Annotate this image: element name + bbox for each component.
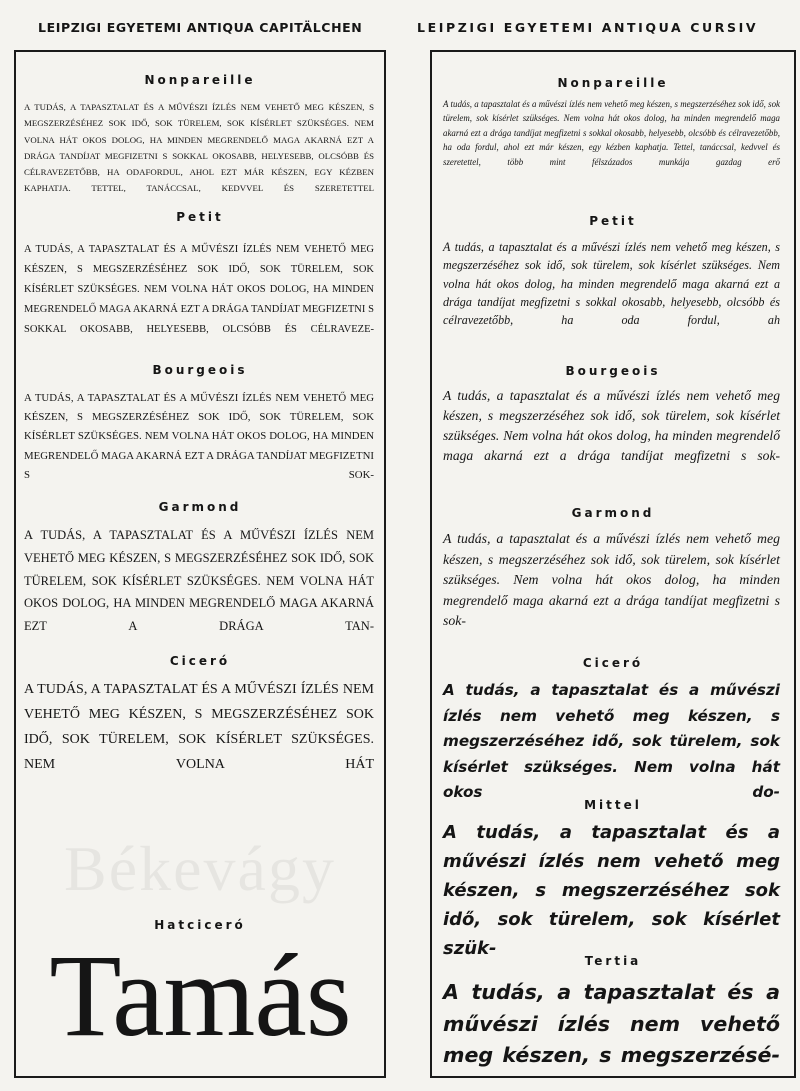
sample-text-tertia: A tudás, a tapasztalat és a művészi ízlés nem vehető meg készen, s megszerzésé-: [443, 980, 780, 1067]
size-label-hatcicero: Hatciceró: [154, 918, 246, 932]
size-label-bourgeois: Bourgeois: [152, 363, 248, 377]
cursiv-specimen-panel: [430, 50, 796, 1078]
size-label-cicero: Ciceró: [169, 654, 231, 668]
sample-text-bourgeois: A TUDÁS, A TAPASZTALAT ÉS A MŰVÉSZI ÍZLÉS NEM VEHETŐ MEG KÉSZEN, S MEGSZERZÉSÉHEZ SOK IDŐ, SOK TÜRELEM, SOK KÍSÉRLET SZÜKSÉGES. NEM VOLNA HÁT OKOS DOLOG, HA MINDEN MEGRENDELŐ MAGA AKARNÁ EZT A DRÁGA TANDÍJAT MEGFIZETNI S SOK-: [24, 392, 374, 481]
show-through-watermark: Békevágy: [64, 833, 336, 904]
size-label-nonpareille: Nonpareille: [144, 73, 256, 87]
size-label-cicero: Ciceró: [582, 656, 644, 670]
size-label-garmond: Garmond: [158, 500, 242, 514]
sample-text-nonpareille: A TUDÁS, A TAPASZTALAT ÉS A MŰVÉSZI ÍZLÉS NEM VEHETŐ MEG KÉSZEN, S MEGSZERZÉSÉHEZ SOK IDŐ, SOK TÜRELEM, SOK KÍSÉRLET SZÜKSÉGES. NEM VOLNA HÁT OKOS DOLOG, HA MINDEN MEGRENDELŐ MAGA AKARNÁ EZT A DRÁGA TANDÍJAT MEGFIZETNI S SOKKAL OKOSABB, HELYESEBB, OLCSÓBB ÉS CÉLRAVEZETŐBB, HA ODAFORDUL, AHOL EZT MÁR KÉSZEN, EGY KÉZBEN KAPHATJA. TETTEL, TANÁCCSAL, KEDVVEL ÉS SZERETETTEL: [24, 102, 374, 194]
size-label-petit: Petit: [176, 210, 224, 224]
sample-text-bourgeois: A tudás, a tapasztalat és a művészi ízlés nem vehető meg készen, s megszerzéséhez sok idő, sok türelem, sok kísérlet szükséges. Nem volna hát okos dolog, ha minden megrendelő maga akarná ezt a drága tandíjat megfizetni s sok-: [443, 388, 780, 463]
sample-text-petit: A TUDÁS, A TAPASZTALAT ÉS A MŰVÉSZI ÍZLÉS NEM VEHETŐ MEG KÉSZEN, S MEGSZERZÉSÉHEZ SOK IDŐ, SOK TÜRELEM, SOK KÍSÉRLET SZÜKSÉGES. NEM VOLNA HÁT OKOS DOLOG, HA MINDEN MEGRENDELŐ MAGA AKARNÁ EZT A DRÁGA TANDÍJAT MEGFIZETNI S SOKKAL OKOSABB, HELYESEBB, OLCSÓBB ÉS CÉLRAVEZE-: [24, 244, 374, 335]
size-label-nonpareille: Nonpareille: [557, 76, 669, 90]
sample-text-cicero: A TUDÁS, A TAPASZTALAT ÉS A MŰVÉSZI ÍZLÉS NEM VEHETŐ MEG KÉSZEN, S MEGSZERZÉSÉHEZ SOK IDŐ, SOK TÜRELEM, SOK KÍSÉRLET SZÜKSÉGES. NEM VOLNA HÁT: [24, 682, 374, 772]
sample-text-cicero: A tudás, a tapasztalat és a művészi ízlés nem vehető meg készen, s megszerzéséhez idő, sok türelem, sok kísérlet szükséges. Nem volna hát okos do-: [443, 681, 780, 801]
size-label-petit: Petit: [589, 214, 637, 228]
right-column-heading: LEIPZIGI EGYETEMI ANTIQUA CURSIV: [417, 20, 759, 35]
left-column-heading: LEIPZIGI EGYETEMI ANTIQUA CAPITÄLCHEN: [38, 20, 363, 35]
sample-text-hatcicero: Tamás: [49, 930, 351, 1061]
size-label-tertia: Tertia: [584, 954, 642, 968]
sample-text-mittel: A tudás, a tapasztalat és a művészi ízlés nem vehető meg készen, s megszerzéséhez sok idő, sok türelem, sok kísérlet szük-: [443, 822, 780, 959]
sample-text-petit: A tudás, a tapasztalat és a művészi ízlés nem vehető meg készen, s megszerzéséhez sok idő, sok türelem, sok kísérlet szükséges. Nem volna hát okos dolog, ha minden megrendelő maga akarná ezt a drága tandíjat megfizetni s sokkal okosabb, helyesebb, olcsóbb és célravezetőbb, ha oda fordul, ah: [443, 240, 780, 328]
sample-text-garmond: A tudás, a tapasztalat és a művészi ízlés nem vehető meg készen, s megszerzéséhez sok idő, sok türelem, sok kísérlet szükséges. Nem volna hát okos dolog, ha minden megrendelő maga akarná ezt a drága tandíjat megfizetni s sok-: [443, 531, 780, 629]
size-label-bourgeois: Bourgeois: [565, 364, 661, 378]
capitalchen-specimen-panel: [14, 50, 386, 1078]
sample-text-nonpareille: A tudás, a tapasztalat és a művészi ízlés nem vehető meg készen, s megszerzéséhez sok idő, sok türelem, sok kísérlet szükséges. Nem volna hát okos dolog, ha minden megrendelő maga akarná ezt a drága tandíjat megfizetni s sokkal okosabb, helyesebb, olcsóbb és célravezetőbb, ha oda fordul, ahol ezt már készen, egy kézben kaphatja. Tettel, tanáccsal, kedvvel és szeretettel, több mint félszázados munkája gazdag erő: [443, 99, 780, 167]
sample-text-garmond: A TUDÁS, A TAPASZTALAT ÉS A MŰVÉSZI ÍZLÉS NEM VEHETŐ MEG KÉSZEN, S MEGSZERZÉSÉHEZ SOK IDŐ, SOK TÜRELEM, SOK KÍSÉRLET SZÜKSÉGES. NEM VOLNA HÁT OKOS DOLOG, HA MINDEN MEGRENDELŐ MAGA AKARNÁ EZT A DRÁGA TAN-: [24, 528, 374, 634]
size-label-mittel: Mittel: [584, 798, 642, 812]
size-label-garmond: Garmond: [571, 506, 655, 520]
